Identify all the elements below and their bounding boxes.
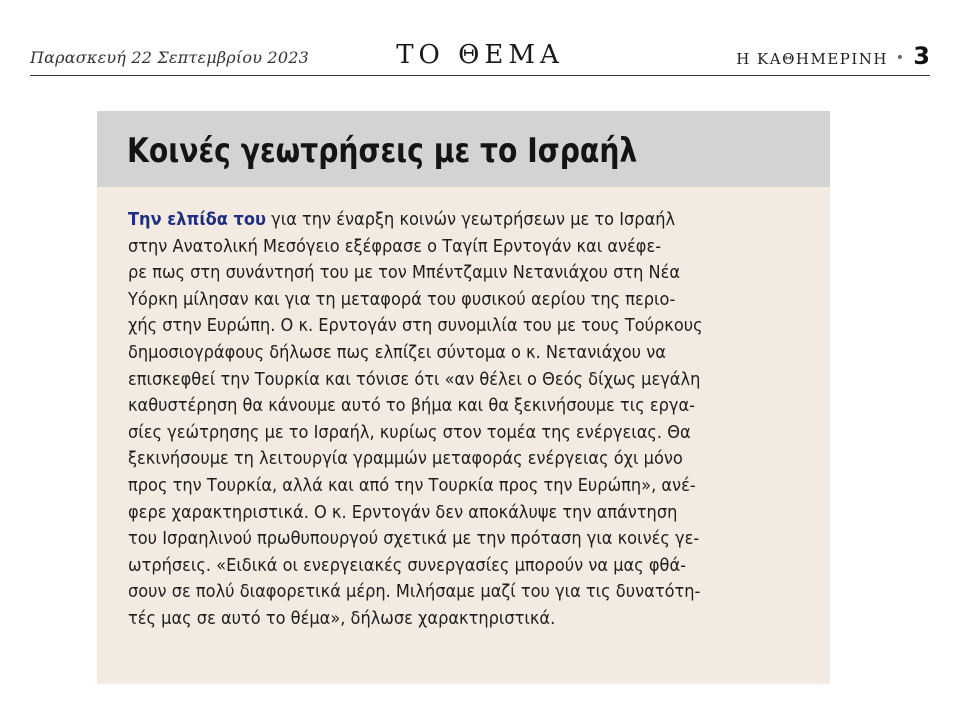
bullet-separator: • (895, 50, 904, 66)
page-number: 3 (913, 42, 930, 70)
body-line: ξεκινήσουμε τη λειτουργία γραμμών μεταφοράς ενέργειας όχι μόνο (128, 448, 683, 470)
issue-date: Παρασκευή 22 Σεπτεμβρίου 2023 (30, 48, 309, 67)
body-line: φερε χαρακτηριστικά. Ο κ. Ερντογάν δεν αποκάλυψε την απάντηση (128, 501, 678, 523)
body-line: καθυστέρηση θα κάνουμε αυτό το βήμα και θα ξεκινήσουμε τις εργα- (128, 395, 695, 417)
masthead (30, 40, 930, 80)
article-box (97, 111, 830, 684)
section-title: ΤΟ ΘΕΜΑ (396, 40, 564, 70)
article-headline: Κοινές γεωτρήσεις με το Ισραήλ (127, 131, 638, 171)
body-line: ωτρήσεις. «Ειδικά οι ενεργειακές συνεργασίες μπορούν να μας φθά- (128, 554, 686, 576)
body-line: ρε πως στη συνάντησή του με τον Μπέντζαμιν Νετανιάχου στη Νέα (128, 262, 681, 284)
body-line: προς την Τουρκία, αλλά και από την Τουρκία προς την Ευρώπη», ανέ- (128, 474, 696, 496)
article-body (128, 207, 790, 633)
newspaper-name: Η ΚΑΘΗΜΕΡΙΝΗ (736, 50, 888, 68)
body-line: χής στην Ευρώπη. Ο κ. Ερντογάν στη συνομιλία του με τους Τούρκους (128, 315, 703, 337)
body-line-text: για την έναρξη κοινών γεωτρήσεων με το Ισραήλ (271, 209, 676, 230)
lead-in: Την ελπίδα του (128, 209, 266, 230)
masthead-rule (30, 75, 930, 76)
body-line: του Ισραηλινού πρωθυπουργού σχετικά με την πρόταση για κοινές γε- (128, 528, 700, 550)
body-line: επισκεφθεί την Τουρκία και τόνισε ότι «αν θέλει ο Θεός δίχως μεγάλη (128, 368, 701, 390)
body-line: σίες γεώτρησης με το Ισραήλ, κυρίως στον τομέα της ενέργειας. Θα (128, 421, 691, 443)
body-line: τές μας σε αυτό το θέμα», δήλωσε χαρακτηριστικά. (128, 607, 556, 629)
body-line: Υόρκη μίλησαν και για τη μεταφορά του φυσικού αερίου της περιο- (128, 288, 676, 310)
body-line: σουν σε πολύ διαφορετικά μέρη. Μιλήσαμε μαζί του για τις δυνατότη- (128, 581, 701, 603)
body-line (128, 207, 724, 234)
headline-band (97, 111, 830, 187)
body-line: στην Ανατολική Μεσόγειο εξέφρασε ο Ταγίπ Ερντογάν και ανέφε- (128, 235, 662, 257)
body-line: δημοσιογράφους δήλωσε πως ελπίζει σύντομα ο κ. Νετανιάχου να (128, 341, 666, 363)
